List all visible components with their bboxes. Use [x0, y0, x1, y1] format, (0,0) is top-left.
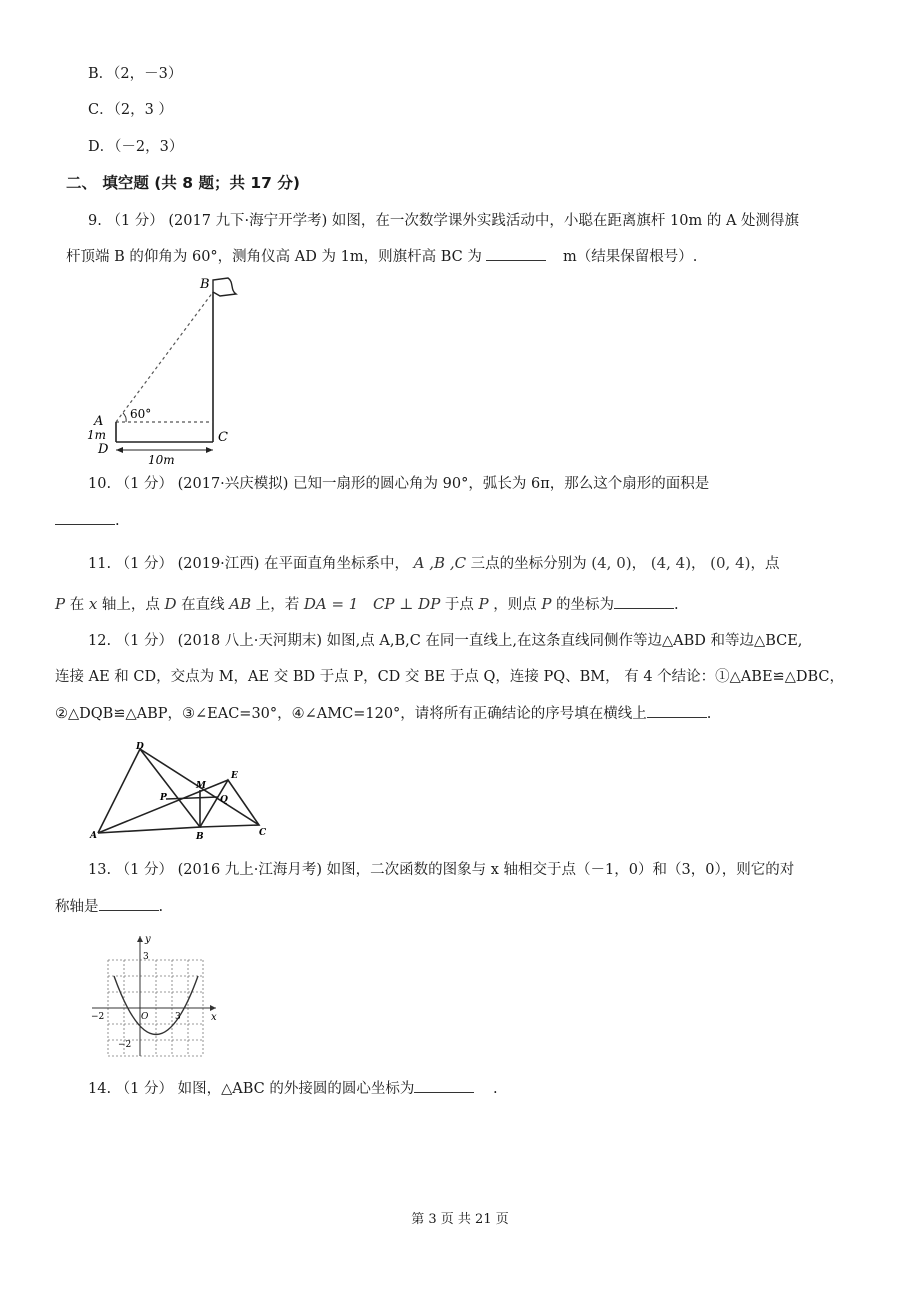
q11-comma-1: ， [631, 556, 647, 572]
q11-text-9: ，则点 [493, 597, 537, 613]
q9-label-angle: 60° [130, 407, 152, 421]
q12-triangle-abd [98, 749, 200, 833]
q13-tick-xneg2: −2 [91, 1012, 105, 1022]
q11-text-4: 在 [69, 597, 85, 613]
q10-end: . [115, 513, 120, 529]
q9-label-width: 10m [148, 453, 175, 467]
q11-answer-blank [614, 594, 674, 609]
q13-text-a: 称轴是 [55, 899, 99, 915]
q11-var-x: x [88, 595, 98, 613]
q9-figure [80, 272, 250, 467]
q12-label-e: E [231, 771, 238, 781]
q9-flag [213, 278, 236, 296]
q10-line1: 10. （1 分） (2017·兴庆模拟) 已知一扇形的圆心角为 90°，弧长为 6π，那么这个扇形的面积是 [88, 476, 710, 492]
option-b: B．（2，－3） [88, 66, 183, 82]
q14-line [88, 1078, 498, 1099]
q11-text-10: 的坐标为 [556, 597, 615, 613]
option-c: C．（2，3 ） [88, 102, 173, 118]
q11-points: A ,B ,C [413, 554, 467, 572]
q9-answer-blank [486, 246, 546, 261]
q9-sight-line [116, 292, 213, 422]
q11-line2 [55, 594, 679, 615]
q14-text: 14. （1 分） 如图，△ABC 的外接圆的圆心坐标为 [88, 1081, 415, 1097]
q11-var-p3: P [541, 595, 552, 613]
q12-figure [88, 740, 268, 840]
q9-text-a: 杆顶端 B 的仰角为 60°，测角仪高 AD 为 1m，则旗杆高 BC 为 [66, 249, 482, 265]
q11-line1 [88, 553, 779, 574]
option-d: D．（－2，3） [88, 139, 184, 155]
q9-label-d: D [98, 442, 109, 457]
q13-label-origin: O [141, 1012, 149, 1022]
q12-label-a: A [90, 831, 97, 840]
q12-line2: 连接 AE 和 CD，交点为 M，AE 交 BD 于点 P，CD 交 BE 于点 Q，连接 PQ、BM， 有 4 个结论：①△ABE≌△DBC， [55, 669, 844, 685]
q13-x-arrow [210, 1005, 216, 1011]
q13-label-x: x [211, 1012, 217, 1023]
q13-line1: 13. （1 分） (2016 九上·江海月考) 如图，二次函数的图象与 x 轴相交于点（－1，0）和（3，0），则它的对 [88, 862, 795, 878]
q11-text-2: 三点的坐标分别为 [470, 556, 587, 572]
q11-var-d: D [164, 595, 177, 613]
q12-line-pq [166, 797, 218, 799]
q12-label-p: P [160, 793, 167, 803]
q12-label-d: D [136, 742, 144, 752]
q11-perp: CP ⊥ DP [372, 595, 441, 613]
q11-text-1: 11. （1 分） (2019·江西) 在平面直角坐标系中， [88, 556, 410, 572]
q9-text-b: m（结果保留根号）. [563, 249, 698, 265]
q12-answer-blank [647, 703, 707, 718]
q11-end: . [674, 597, 679, 613]
q10-line2 [55, 510, 120, 531]
q9-angle-arc [123, 413, 126, 422]
q13-line2 [55, 896, 163, 917]
q9-line1: 9. （1 分） (2017 九下·海宁开学考) 如图，在一次数学课外实践活动中，小聪在距离旗杆 10m 的 A 处测得旗 [88, 213, 800, 229]
q13-figure [88, 930, 223, 1058]
q12-text-a: ②△DQB≌△ABP，③∠EAC=30°，④∠AMC=120°，请将所有正确结论的序号填在横线上 [55, 706, 647, 722]
q13-tick-x3: 3 [175, 1012, 181, 1022]
q11-coord-b: (4, 4) [650, 554, 692, 572]
q12-label-c: C [259, 828, 267, 838]
q12-label-q: Q [220, 795, 228, 805]
q11-text-3: ，点 [750, 556, 780, 572]
q12-label-m: M [196, 781, 206, 791]
q10-answer-blank [55, 510, 115, 525]
q9-label-c: C [218, 430, 228, 445]
q14-answer-blank [414, 1078, 474, 1093]
q9-label-a: A [94, 414, 104, 429]
q14-end: . [492, 1081, 498, 1097]
q11-text-6: 在直线 [181, 597, 225, 613]
q12-line1: 12. （1 分） (2018 八上·天河期末) 如图,点 A,B,C 在同一直线上,在这条直线同侧作等边△ABD 和等边△BCE, [88, 633, 803, 649]
q13-answer-blank [99, 896, 159, 911]
page-footer: 第 3 页 共 21 页 [411, 1212, 509, 1227]
q11-var-p2: P [478, 595, 489, 613]
q11-coord-a: (4, 0) [591, 554, 632, 572]
q9-dim-arrow-right [206, 447, 213, 453]
q13-tick-yneg2: −2 [118, 1040, 132, 1050]
q11-text-8: 于点 [444, 597, 474, 613]
q11-var-p: P [55, 595, 66, 613]
q13-tick-y3: 3 [143, 952, 149, 962]
q12-text-b: . [706, 706, 712, 722]
q9-line2 [66, 246, 697, 267]
q11-text-5: 轴上，点 [101, 597, 160, 613]
q13-label-y: y [145, 934, 151, 945]
q11-line-ab: AB [229, 595, 252, 613]
q9-label-b: B [200, 277, 210, 292]
q11-comma-2: ， [691, 556, 706, 572]
q13-y-arrow [137, 936, 143, 942]
q11-da-eq: DA = 1 [303, 595, 359, 613]
q11-coord-c: (0, 4) [710, 554, 751, 572]
q9-dim-arrow-left [116, 447, 123, 453]
q12-line3 [55, 703, 711, 724]
q13-text-b: . [158, 899, 164, 915]
section-heading: 二、 填空题 (共 8 题；共 17 分) [66, 174, 300, 192]
q9-label-height: 1m [87, 428, 107, 442]
q11-text-7: 上，若 [255, 597, 300, 613]
q12-line-ae [98, 780, 228, 833]
q12-label-b: B [196, 832, 204, 840]
